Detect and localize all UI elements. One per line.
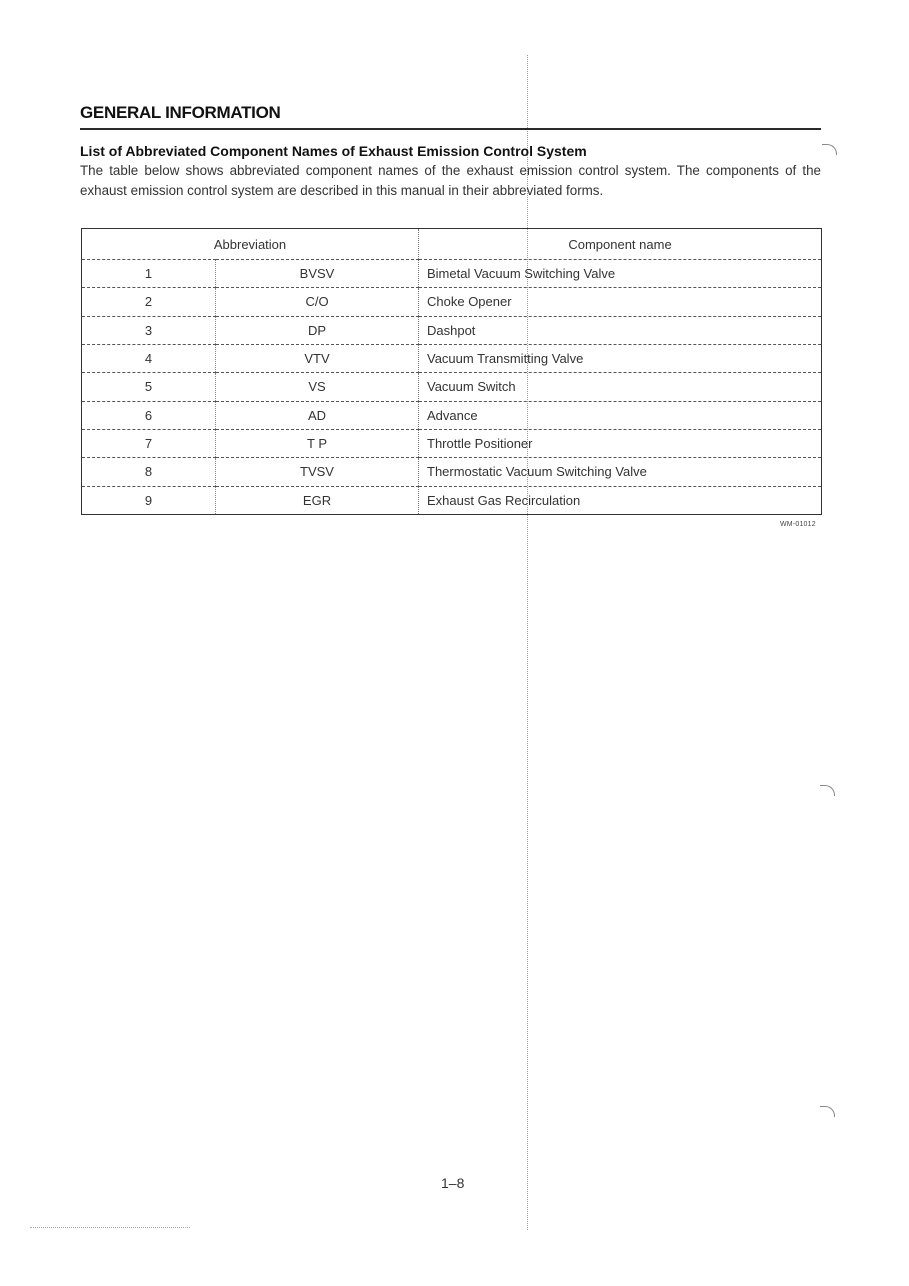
table-row bbox=[82, 429, 822, 457]
row-component-name: Thermostatic Vacuum Switching Valve bbox=[419, 458, 822, 486]
table-row bbox=[82, 288, 822, 316]
row-component-name: Choke Opener bbox=[419, 288, 822, 316]
table-header-row bbox=[82, 229, 822, 260]
row-abbreviation: T P bbox=[216, 429, 419, 457]
table-row bbox=[82, 260, 822, 288]
binder-hole-mark bbox=[820, 785, 835, 796]
row-number: 5 bbox=[82, 373, 216, 401]
row-component-name: Throttle Positioner bbox=[419, 429, 822, 457]
header-rule bbox=[80, 128, 821, 130]
row-abbreviation: DP bbox=[216, 316, 419, 344]
header-abbreviation: Abbreviation bbox=[82, 229, 419, 260]
table-row bbox=[82, 401, 822, 429]
table-row bbox=[82, 486, 822, 514]
table-row bbox=[82, 316, 822, 344]
abbreviation-table bbox=[81, 228, 822, 515]
row-number: 9 bbox=[82, 486, 216, 514]
binder-hole-mark bbox=[820, 1106, 835, 1117]
row-number: 4 bbox=[82, 344, 216, 372]
row-number: 8 bbox=[82, 458, 216, 486]
header-component-name: Component name bbox=[568, 236, 672, 252]
row-number: 7 bbox=[82, 429, 216, 457]
scan-artifact-line bbox=[30, 1227, 190, 1228]
row-abbreviation: TVSV bbox=[216, 458, 419, 486]
row-abbreviation: VS bbox=[216, 373, 419, 401]
row-abbreviation: AD bbox=[216, 401, 419, 429]
row-component-name: Vacuum Switch bbox=[419, 373, 822, 401]
row-number: 1 bbox=[82, 260, 216, 288]
row-component-name: Advance bbox=[419, 401, 822, 429]
row-abbreviation: C/O bbox=[216, 288, 419, 316]
row-component-name: Vacuum Transmitting Valve bbox=[419, 344, 822, 372]
table-row bbox=[82, 344, 822, 372]
table-row bbox=[82, 458, 822, 486]
row-abbreviation: EGR bbox=[216, 486, 419, 514]
row-component-name: Exhaust Gas Recirculation bbox=[419, 486, 822, 514]
row-abbreviation: BVSV bbox=[216, 260, 419, 288]
row-abbreviation: VTV bbox=[216, 344, 419, 372]
row-component-name: Dashpot bbox=[419, 316, 822, 344]
row-component-name: Bimetal Vacuum Switching Valve bbox=[419, 260, 822, 288]
table-row bbox=[82, 373, 822, 401]
figure-code: WM-01012 bbox=[780, 521, 816, 528]
row-number: 3 bbox=[82, 316, 216, 344]
intro-paragraph: The table below shows abbreviated component names of the exhaust emission control system. The components of the exhaust emission control system are described in this manual in their abbreviated forms. bbox=[80, 163, 821, 198]
binder-hole-mark bbox=[822, 144, 837, 155]
row-number: 6 bbox=[82, 401, 216, 429]
row-number: 2 bbox=[82, 288, 216, 316]
page-number: 1–8 bbox=[441, 1175, 465, 1191]
section-heading: List of Abbreviated Component Names of Exhaust Emission Control System bbox=[80, 143, 587, 159]
page-section-title: GENERAL INFORMATION bbox=[80, 103, 281, 122]
